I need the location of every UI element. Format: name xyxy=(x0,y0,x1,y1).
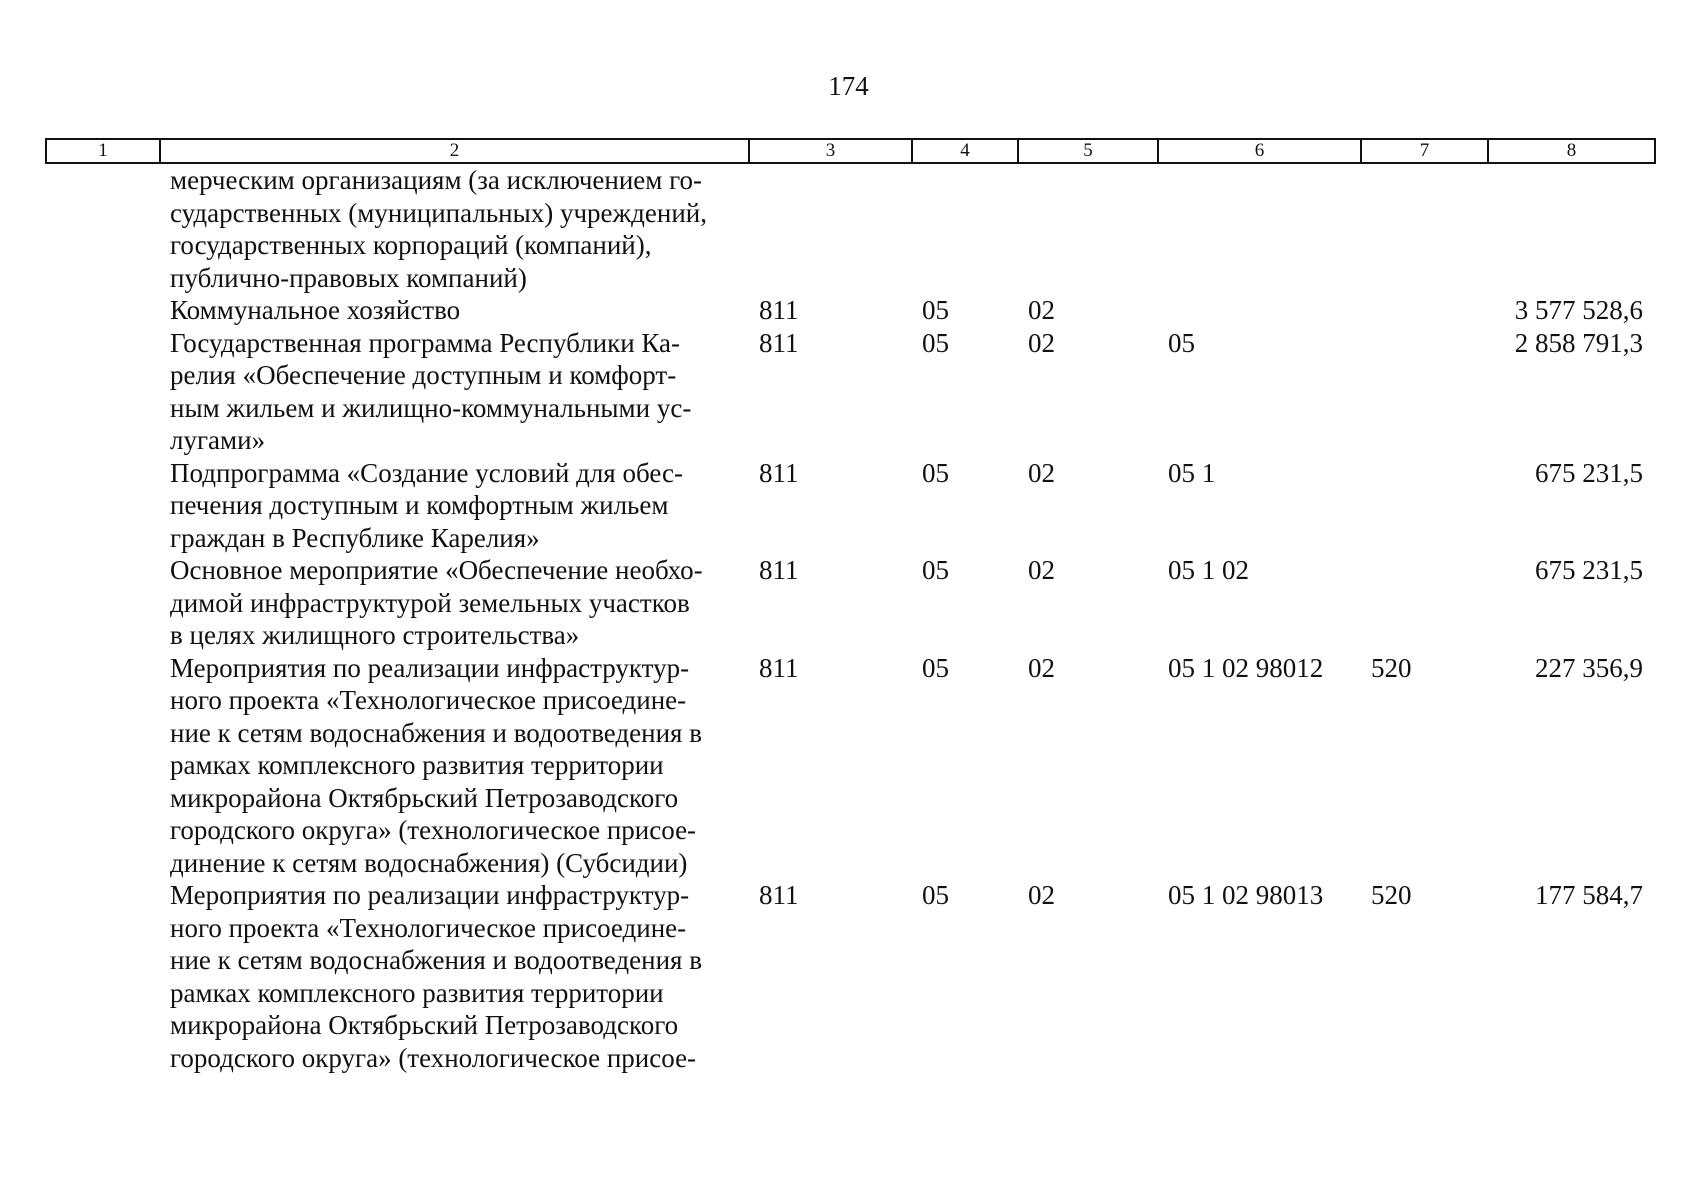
cell-section-code: 05 xyxy=(922,555,949,585)
cell-ministry-code: 811 xyxy=(759,295,799,325)
cell-expense-type xyxy=(1361,327,1488,457)
description-line: рамках комплексного развития территории xyxy=(170,750,664,780)
cell-description xyxy=(160,652,749,880)
cell-col-1 xyxy=(46,879,160,1074)
cell-target-article: 05 1 02 98013 xyxy=(1168,880,1324,910)
cell-amount: 177 584,7 xyxy=(1535,880,1643,910)
description-line: сударственных (муниципальных) учреждений, xyxy=(170,197,707,228)
description-line: публично-правовых компаний) xyxy=(170,262,527,293)
cell-subsection-code: 02 xyxy=(1028,295,1055,325)
description-line: динение к сетям водоснабжения) (Субсидии) xyxy=(170,847,688,878)
description-line: микрорайона Октябрьский Петрозаводского xyxy=(170,1010,679,1040)
cell-subsection-code: 02 xyxy=(1028,652,1055,683)
cell-ministry-code: 811 xyxy=(759,880,799,910)
cell-expense-type: 520 xyxy=(1371,652,1412,683)
description-line: Коммунальное хозяйство xyxy=(170,295,461,325)
description-line: лугами» xyxy=(170,425,266,455)
cell-subsection-code: 02 xyxy=(1028,555,1055,585)
description-line: димой инфраструктурой земельных участков xyxy=(170,587,690,618)
description-line: ным жильем и жилищно-коммунальными ус- xyxy=(170,392,692,423)
cell-target-article: 05 1 02 xyxy=(1168,555,1249,585)
cell-ministry-code: 811 xyxy=(759,327,799,358)
cell-subsection-code xyxy=(1018,163,1158,294)
cell-ministry-code: 811 xyxy=(759,457,799,488)
cell-target-article: 05 1 xyxy=(1168,457,1216,488)
table-row xyxy=(46,652,1655,880)
cell-target-article xyxy=(1158,163,1361,294)
column-header-7: 7 xyxy=(1361,139,1488,163)
description-line: мерческим организациям (за исключением го- xyxy=(170,165,703,195)
cell-description xyxy=(160,327,749,457)
description-line: ние к сетям водоснабжения и водоотведения в xyxy=(170,717,702,748)
cell-ministry-code: 811 xyxy=(759,652,799,683)
cell-expense-type xyxy=(1361,554,1488,652)
cell-target-article: 05 1 02 98012 xyxy=(1168,652,1324,683)
column-header-8: 8 xyxy=(1488,139,1655,163)
page-number: 174 xyxy=(828,71,869,101)
table-row xyxy=(46,879,1655,1074)
table-body xyxy=(46,163,1655,1074)
cell-amount: 3 577 528,6 xyxy=(1514,295,1643,325)
header-row xyxy=(46,139,1655,163)
cell-subsection-code: 02 xyxy=(1028,327,1055,358)
cell-section-code: 05 xyxy=(922,880,949,910)
cell-section-code: 05 xyxy=(922,652,949,683)
cell-subsection-code: 02 xyxy=(1028,457,1055,488)
cell-target-article: 05 xyxy=(1168,327,1195,358)
cell-amount: 675 231,5 xyxy=(1535,457,1643,488)
description-line: городского округа» (технологическое присое- xyxy=(170,1042,697,1073)
cell-section-code: 05 xyxy=(922,457,949,488)
description-line: государственных корпораций (компаний), xyxy=(170,230,652,260)
cell-expense-type xyxy=(1361,457,1488,555)
description-line: ного проекта «Технологическое присоедине- xyxy=(170,685,687,715)
cell-ministry-code: 811 xyxy=(759,555,799,585)
description-line: ние к сетям водоснабжения и водоотведения в xyxy=(170,945,702,975)
cell-col-1 xyxy=(46,294,160,327)
table-row xyxy=(46,457,1655,555)
description-line: граждан в Республике Карелия» xyxy=(170,522,540,553)
description-line: Мероприятия по реализации инфраструктур- xyxy=(170,880,690,910)
cell-expense-type xyxy=(1361,163,1488,294)
column-header-5: 5 xyxy=(1018,139,1158,163)
cell-amount: 675 231,5 xyxy=(1535,555,1643,585)
cell-col-1 xyxy=(46,554,160,652)
column-header-4: 4 xyxy=(912,139,1018,163)
cell-section-code: 05 xyxy=(922,295,949,325)
budget-table xyxy=(45,138,1656,1074)
column-header-1: 1 xyxy=(46,139,160,163)
description-line: микрорайона Октябрьский Петрозаводского xyxy=(170,782,679,813)
column-header-6: 6 xyxy=(1158,139,1361,163)
cell-description xyxy=(160,457,749,555)
description-line: Мероприятия по реализации инфраструктур- xyxy=(170,652,690,683)
cell-description xyxy=(160,294,749,327)
description-line: релия «Обеспечение доступным и комфорт- xyxy=(170,360,677,390)
column-header-2: 2 xyxy=(160,139,749,163)
cell-target-article xyxy=(1158,294,1361,327)
description-line: городского округа» (технологическое присое- xyxy=(170,815,697,845)
cell-description xyxy=(160,163,749,294)
description-line: Подпрограмма «Создание условий для обес- xyxy=(170,457,683,488)
description-line: в целях жилищного строительства» xyxy=(170,620,580,650)
cell-description xyxy=(160,554,749,652)
cell-section-code: 05 xyxy=(922,327,949,358)
cell-ministry-code xyxy=(749,163,912,294)
table-row xyxy=(46,554,1655,652)
cell-expense-type: 520 xyxy=(1371,880,1412,910)
table-row xyxy=(46,327,1655,457)
column-header-3: 3 xyxy=(749,139,912,163)
cell-amount: 227 356,9 xyxy=(1535,652,1643,683)
cell-section-code xyxy=(912,163,1018,294)
column-number-header xyxy=(46,139,1655,163)
cell-col-1 xyxy=(46,327,160,457)
description-line: печения доступным и комфортным жильем xyxy=(170,490,669,520)
cell-expense-type xyxy=(1361,294,1488,327)
cell-col-1 xyxy=(46,652,160,880)
cell-amount xyxy=(1488,163,1655,294)
cell-amount: 2 858 791,3 xyxy=(1514,327,1643,358)
description-line: рамках комплексного развития территории xyxy=(170,977,664,1008)
cell-subsection-code: 02 xyxy=(1028,880,1055,910)
description-line: Основное мероприятие «Обеспечение необхо- xyxy=(170,555,703,585)
description-line: Государственная программа Республики Ка- xyxy=(170,327,681,358)
cell-description xyxy=(160,879,749,1074)
table-row xyxy=(46,163,1655,294)
table-row xyxy=(46,294,1655,327)
description-line: ного проекта «Технологическое присоедине- xyxy=(170,912,687,943)
cell-col-1 xyxy=(46,163,160,294)
cell-col-1 xyxy=(46,457,160,555)
